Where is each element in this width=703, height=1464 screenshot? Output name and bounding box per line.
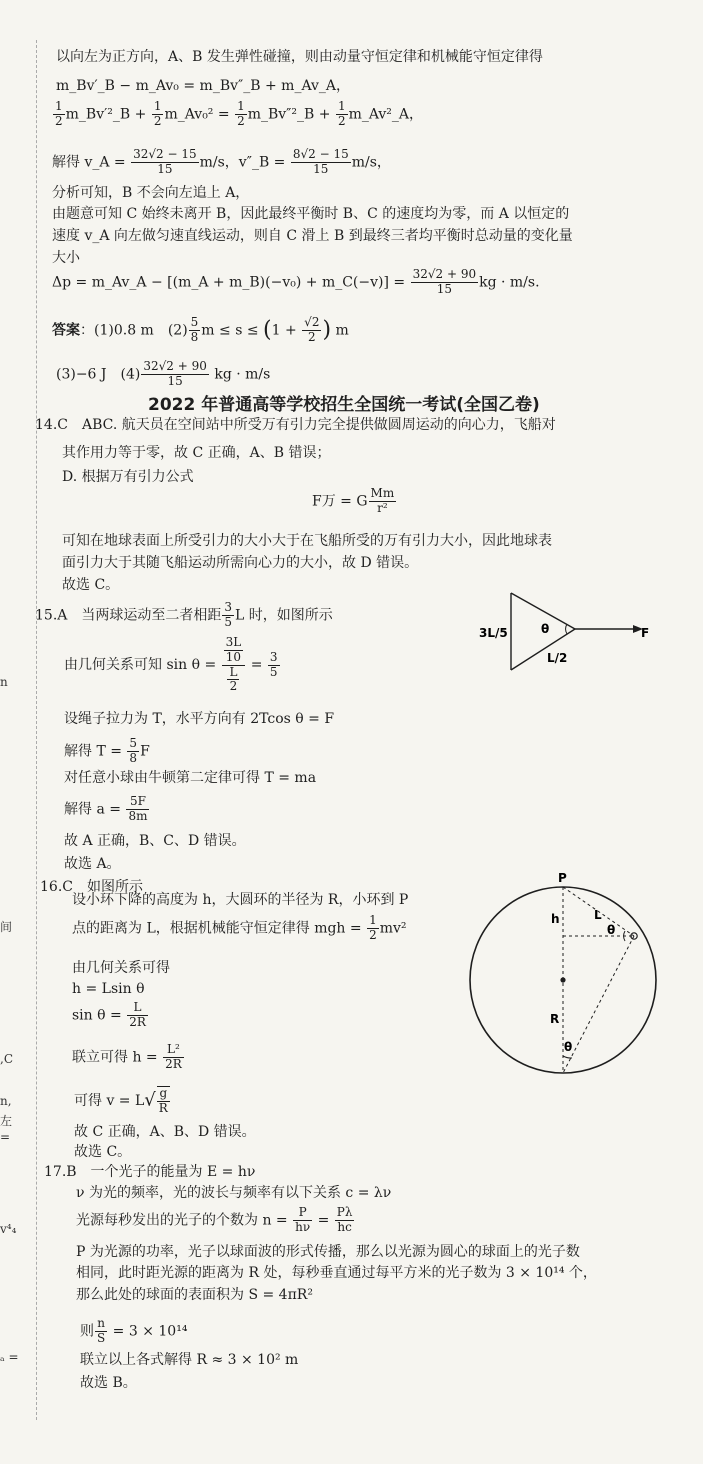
q16-line-10: 故选 C。 [74, 1144, 132, 1160]
q16-line-2: 设小环下降的高度为 h，大圆环的半径为 R，小环到 P [72, 892, 409, 908]
q17-line-9: 故选 B。 [80, 1375, 137, 1391]
q17-line-8: 联立以上各式解得 R ≈ 3 × 10² m [80, 1352, 299, 1368]
q16-sin-theta: sin θ = $\frac{L}{2R}$ [72, 1000, 146, 1029]
label-l2: L/2 [547, 651, 568, 665]
margin-fragment: = [0, 1130, 11, 1144]
binding-margin-line [36, 40, 37, 1420]
label-l: L [594, 908, 602, 922]
label-h: h [551, 912, 560, 926]
q16-line-5: h = Lsin θ [72, 981, 145, 997]
q15-line-8: 故选 A。 [64, 856, 121, 872]
label-p: P [558, 871, 567, 885]
q16-ring-diagram [462, 868, 694, 1078]
q17-photon-count: 光源每秒发出的光子的个数为 n = $\frac{P}{h\nu}$ = $\frac{P\lambda}{hc}$ [76, 1205, 353, 1234]
q16-energy: 点的距离为 L，根据机械能守恒定律得 mgh = $\frac{1}{2}$ mv² [72, 913, 407, 942]
q15-line-5: 对任意小球由牛顿第二定律可得 T = ma [64, 770, 317, 786]
margin-fragment: 左 [0, 1114, 13, 1128]
q16-h-result: 联立可得 h = $\frac{\text{L²}}{2R}$ [72, 1042, 182, 1071]
q14-line-1: 14.C ABC. 航天员在空间站中所受万有引力完全提供做圆周运动的向心力，飞船对 [35, 417, 556, 433]
q17-line-2: ν 为光的频率，光的波长与频率有以下关系 c = λν [76, 1185, 392, 1201]
margin-fragment: n [0, 675, 8, 689]
label-theta-top: θ [607, 923, 616, 937]
q17-line-4: P 为光源的功率，光子以球面波的形式传播，那么以光源为圆心的球面上的光子数 [76, 1244, 580, 1260]
q16-line-1: 16.C 如图所示 [40, 879, 143, 895]
answer-label: 答案 [52, 322, 80, 339]
prev-solution-va: 解得 v_A = $\frac{32√2 - 15}{15}$ m/s，v″_B = $\frac{8√2 - 15}{15}$ m/s， [52, 147, 391, 176]
q16-line-9: 故 C 正确，A、B、D 错误。 [74, 1124, 256, 1140]
prev-energy-equation: $\frac{1}{2}$ m_Bv′²_B + $\frac{1}{2}$ m_Av₀² = $\frac{1}{2}$ m_Bv″²_B + $\frac{1}{2}$ m_Av²_A， [55, 99, 424, 128]
prev-line-2: m_Bv′_B − m_Av₀ = m_Bv″_B + m_Av_A， [56, 78, 350, 94]
q15-solve-t: 解得 T = $\frac{5}{8}$ F [64, 736, 150, 765]
q17-line-5: 相同，此时距光源的距离为 R 处，每秒垂直通过每平方米的光子数为 3 × 10¹⁴ 个， [76, 1265, 597, 1281]
margin-fragment: ₐ = [0, 1350, 19, 1364]
q15-line-1: 15.A 当两球运动至二者相距 $\frac{3}{5}$ L 时，如图所示 [35, 600, 333, 629]
label-theta: θ [541, 622, 550, 636]
q16-v-result: 可得 v = L√ $\frac{g}{R}$ [74, 1086, 168, 1115]
theta-arc [566, 624, 567, 634]
q14-gravitation-formula: F万 = G $\frac{Mm}{\text{r²}}$ [312, 486, 395, 515]
prev-line-8: 大小 [52, 250, 80, 266]
label-f: F [641, 626, 650, 640]
q14-line-5: 面引力大于其随飞船运动所需向心力的大小，故 D 错误。 [62, 555, 419, 571]
margin-fragment: ,C [0, 1052, 13, 1066]
q17-line-1: 17.B 一个光子的能量为 E = hν [44, 1164, 256, 1180]
q15-line-7: 故 A 正确，B、C、D 错误。 [64, 833, 246, 849]
exam-title: 2022 年普通高等学校招生全国统一考试(全国乙卷) [148, 395, 540, 415]
q16-line-4: 由几何关系可得 [72, 960, 170, 976]
label-3l5: 3L/5 [479, 626, 508, 640]
prev-delta-p: Δp = m_Av_A − [(m_A + m_B)(−v₀) + m_C(−v)] = $\frac{32√2 + 90}{15}$ kg · m/s. [52, 267, 540, 296]
margin-fragment: n, [0, 1094, 12, 1108]
label-r: R [550, 1012, 560, 1026]
q14-line-6: 故选 C。 [62, 577, 120, 593]
q15-solve-a: 解得 a = $\frac{5F}{8m}$ [64, 794, 148, 823]
q15-sin-theta: 由几何关系可知 sin θ = $\frac{\frac{3L}{10}}{\frac{L}{2}}$ = $\frac{3}{5}$ [64, 635, 278, 694]
q17-line-6: 那么此处的球面的表面积为 S = 4πR² [76, 1287, 313, 1303]
q15-rope-diagram [475, 588, 665, 676]
chord-to-bottom [563, 936, 634, 1073]
prev-line-6: 由题意可知 C 始终未离开 B，因此最终平衡时 B、C 的速度均为零，而 A 以恒定的 [52, 206, 570, 222]
q17-ratio: 则 $\frac{n}{S}$ = 3 × 10¹⁴ [80, 1316, 188, 1345]
margin-fragment: v⁴₄ [0, 1222, 17, 1236]
ring-center [560, 977, 565, 982]
answer-line-1: 答案：(1)0.8 m (2) $\frac{5}{8}$ m ≤ s ≤ (1 + $\frac{√2}{2}$ ) m [52, 315, 349, 344]
margin-fragment: 间 [0, 920, 13, 934]
answer-line-2: (3)−6 J (4) $\frac{32√2 + 90}{15}$ kg · m/s [56, 359, 271, 388]
label-theta-bottom: θ [564, 1040, 573, 1054]
prev-line-7: 速度 v_A 向左做匀速直线运动，则自 C 滑上 B 到最终三者均平衡时总动量的变化量 [52, 228, 573, 244]
bottom-theta-arc [563, 1056, 572, 1058]
q14-line-3: D. 根据万有引力公式 [62, 469, 194, 485]
prev-line-5: 分析可知，B 不会向左追上 A， [52, 185, 250, 201]
q14-line-4: 可知在地球表面上所受引力的大小大于在飞船所受的万有引力大小，因此地球表 [62, 533, 552, 549]
prev-line-1: 以向左为正方向，A、B 发生弹性碰撞，则由动量守恒定律和机械能守恒定律得 [56, 49, 543, 65]
q15-line-3: 设绳子拉力为 T，水平方向有 2Tcos θ = F [64, 711, 335, 727]
q14-line-2: 其作用力等于零，故 C 正确，A、B 错误； [62, 445, 331, 461]
